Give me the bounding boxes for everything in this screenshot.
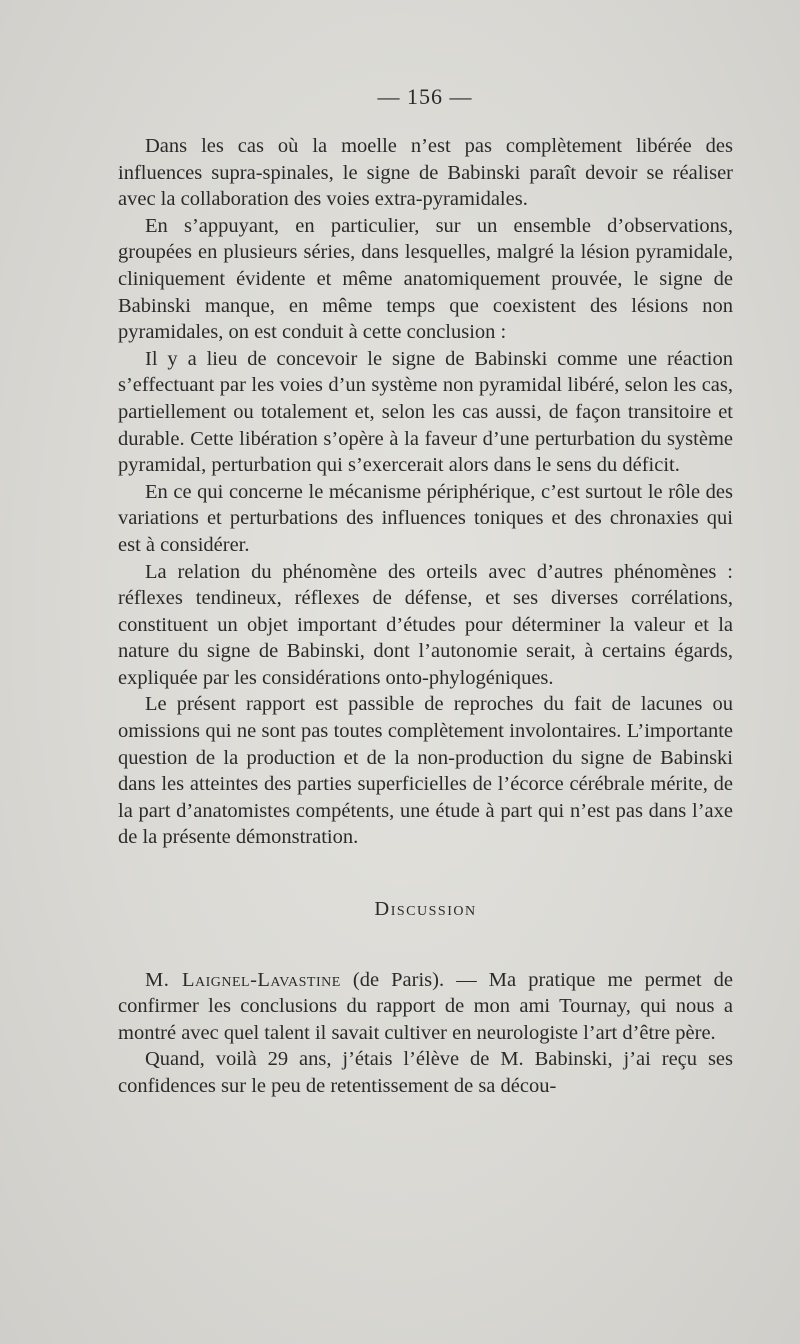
body-text xyxy=(118,133,733,1100)
spacer xyxy=(118,923,733,967)
speaker-name: M. Laignel-Lavastine xyxy=(145,968,341,991)
speech-text: Ma pratique me permet de confirmer les conclusions du rapport de mon ami Tournay, qui nous a montré avec quel talent il savait cultiver en neurologiste l’art d’être père. xyxy=(118,968,733,1044)
discussion-heading: Discussion xyxy=(374,898,477,921)
discussion-paragraph-1 xyxy=(118,967,733,1047)
paragraph-4: En ce qui concerne le mécanisme périphérique, c’est surtout le rôle des variations et perturbations des influences toniques et des chronaxies qui est à considérer. xyxy=(118,480,733,556)
paragraph-2: En s’appuyant, en particulier, sur un ensemble d’observations, groupées en plusieurs séries, dans lesquelles, malgré la lésion pyramidale, cliniquement évidente et même anatomiquement prouvée, le signe de Babinski manque, en même temps que coexistent des lésions non pyramidales, on est conduit à cette conclusion : xyxy=(118,214,733,344)
paragraph-5: La relation du phénomène des orteils avec d’autres phénomènes : réflexes tendineux, réflexes de défense, et ses diverses corrélations, constituent un objet important d’études pour déterminer la valeur et la nature du signe de Babinski, dont l’autonomie serait, à certains égards, expliquée par les considérations onto-phylogéniques. xyxy=(118,560,733,689)
page-number: — 156 — xyxy=(377,84,473,109)
paragraph-6: Le présent rapport est passible de reproches du fait de lacunes ou omissions qui ne sont pas toutes complètement involontaires. L’importante question de la production et de la non-production du signe de Babinski dans les atteintes des parties superficielles de l’écorce cérébrale mérite, de la part d’anatomistes compétents, une étude à part qui n’est pas dans l’axe de la présente démonstration. xyxy=(118,693,733,849)
discussion-paragraph-2: Quand, voilà 29 ans, j’étais l’élève de M. Babinski, j’ai reçu ses confidences sur le peu de retentissement de sa décou- xyxy=(118,1048,733,1097)
speaker-location: (de Paris). — xyxy=(340,968,489,991)
paragraph-3: Il y a lieu de concevoir le signe de Babinski comme une réaction s’effectuant par les voies d’un système non pyramidal libéré, selon les cas, partiellement ou totalement et, selon les cas aussi, de façon transitoire et durable. Cette libération s’opère à la faveur d’une perturbation du système pyramidal, perturbation qui s’exercerait alors dans le sens du déficit. xyxy=(118,347,733,477)
spacer xyxy=(118,851,733,896)
paragraph-1: Dans les cas où la moelle n’est pas complètement libérée des influences supra-spinales, le signe de Babinski paraît devoir se réaliser avec la collaboration des voies extra-pyramidales. xyxy=(118,135,733,211)
